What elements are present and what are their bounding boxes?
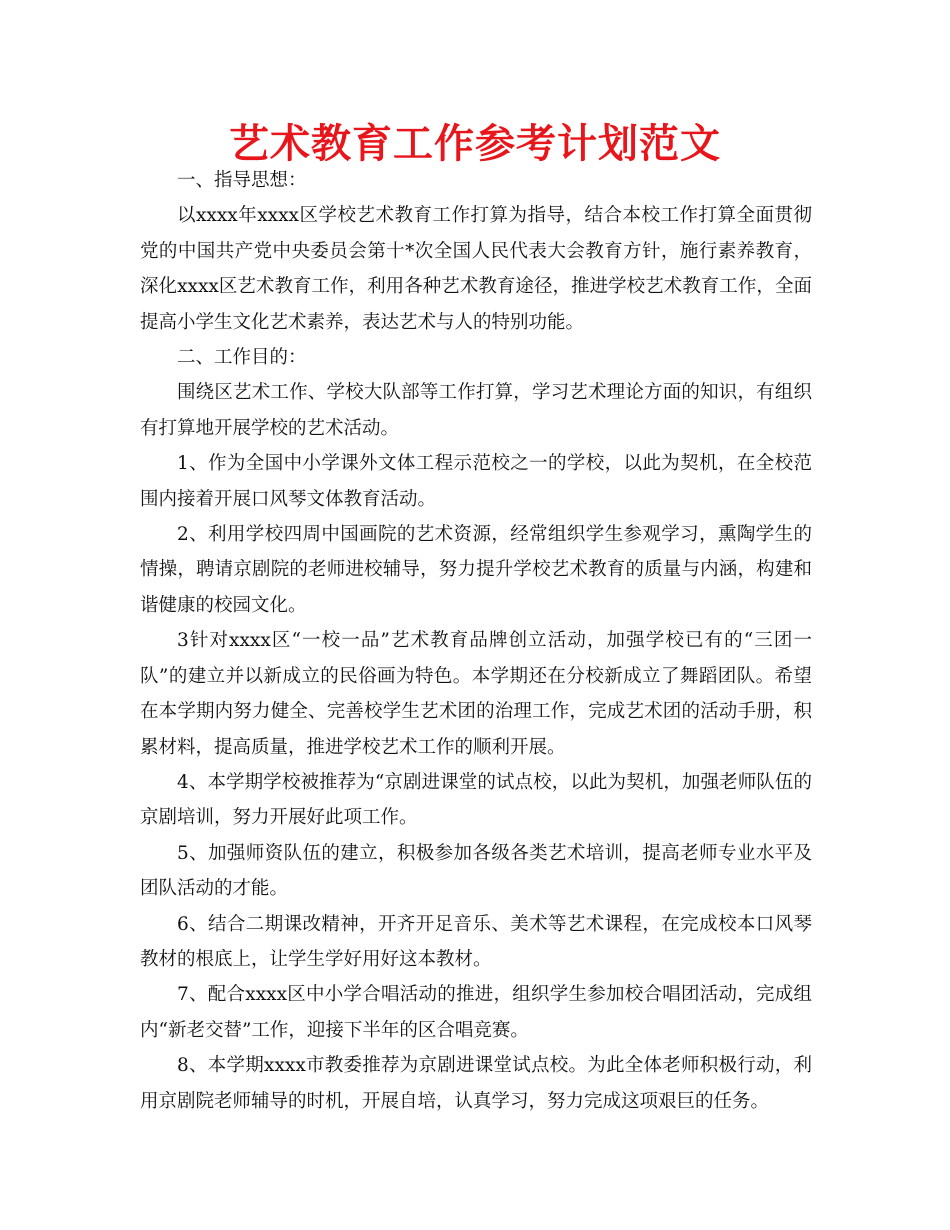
list-item-1: 1、作为全国中小学课外文体工程示范校之一的学校，以此为契机，在全校范围内接着开展口风琴文体教育活动。 xyxy=(140,453,812,510)
section-heading-work-goals: 二、工作目的： xyxy=(177,347,307,369)
paragraph-work-goals-intro: 围绕区艺术工作、学校大队部等工作打算，学习艺术理论方面的知识，有组织有打算地开展学校的艺术活动。 xyxy=(140,382,812,439)
paragraph-guiding-thought: 以xxxx年xxxx区学校艺术教育工作打算为指导，结合本校工作打算全面贯彻党的中国共产党中央委员会第十*次全国人民代表大会教育方针，施行素养教育，深化xxxx区艺术教育工作，利用各种艺术教育途径，推进学校艺术教育工作，全面提高小学生文化艺术素养，表达艺术与人的特别功能。 xyxy=(140,205,812,333)
list-item-4: 4、本学期学校被推荐为“京剧进课堂的试点校，以此为契机，加强老师队伍的京剧培训，努力开展好此项工作。 xyxy=(140,771,812,829)
list-item-7: 7、配合xxxx区中小学合唱活动的推进，组织学生参加校合唱团活动，完成组内“新老交替”工作，迎接下半年的区合唱竞赛。 xyxy=(140,984,812,1041)
section-heading-guiding-thought: 一、指导思想： xyxy=(177,170,307,191)
list-item-3: 3针对xxxx区“一校一品”艺术教育品牌创立活动，加强学校已有的“三团一队”的建立并以新成立的民俗画为特色。本学期还在分校新成立了舞蹈团队。希望在本学期内努力健全、完善校学生艺术团的治理工作，完成艺术团的活动手册，积累材料，提高质量，推进学校艺术工作的顺利开展。 xyxy=(140,630,812,758)
list-item-6: 6、结合二期课改精神，开齐开足音乐、美术等艺术课程，在完成校本口风琴教材的根底上，让学生学好用好这本教材。 xyxy=(140,913,812,970)
document-body xyxy=(140,163,812,1119)
list-item-5: 5、加强师资队伍的建立，积极参加各级各类艺术培训，提高老师专业水平及团队活动的才能。 xyxy=(140,842,812,900)
list-item-2: 2、利用学校四周中国画院的艺术资源，经常组织学生参观学习，熏陶学生的情操，聘请京剧院的老师进校辅导，努力提升学校艺术教育的质量与内涵，构建和谐健康的校园文化。 xyxy=(140,524,812,616)
list-item-8: 8、本学期xxxx市教委推荐为京剧进课堂试点校。为此全体老师积极行动，利用京剧院老师辅导的时机，开展自培，认真学习，努力完成这项艰巨的任务。 xyxy=(140,1055,812,1112)
document-title: 艺术教育工作参考计划范文 xyxy=(229,121,721,167)
